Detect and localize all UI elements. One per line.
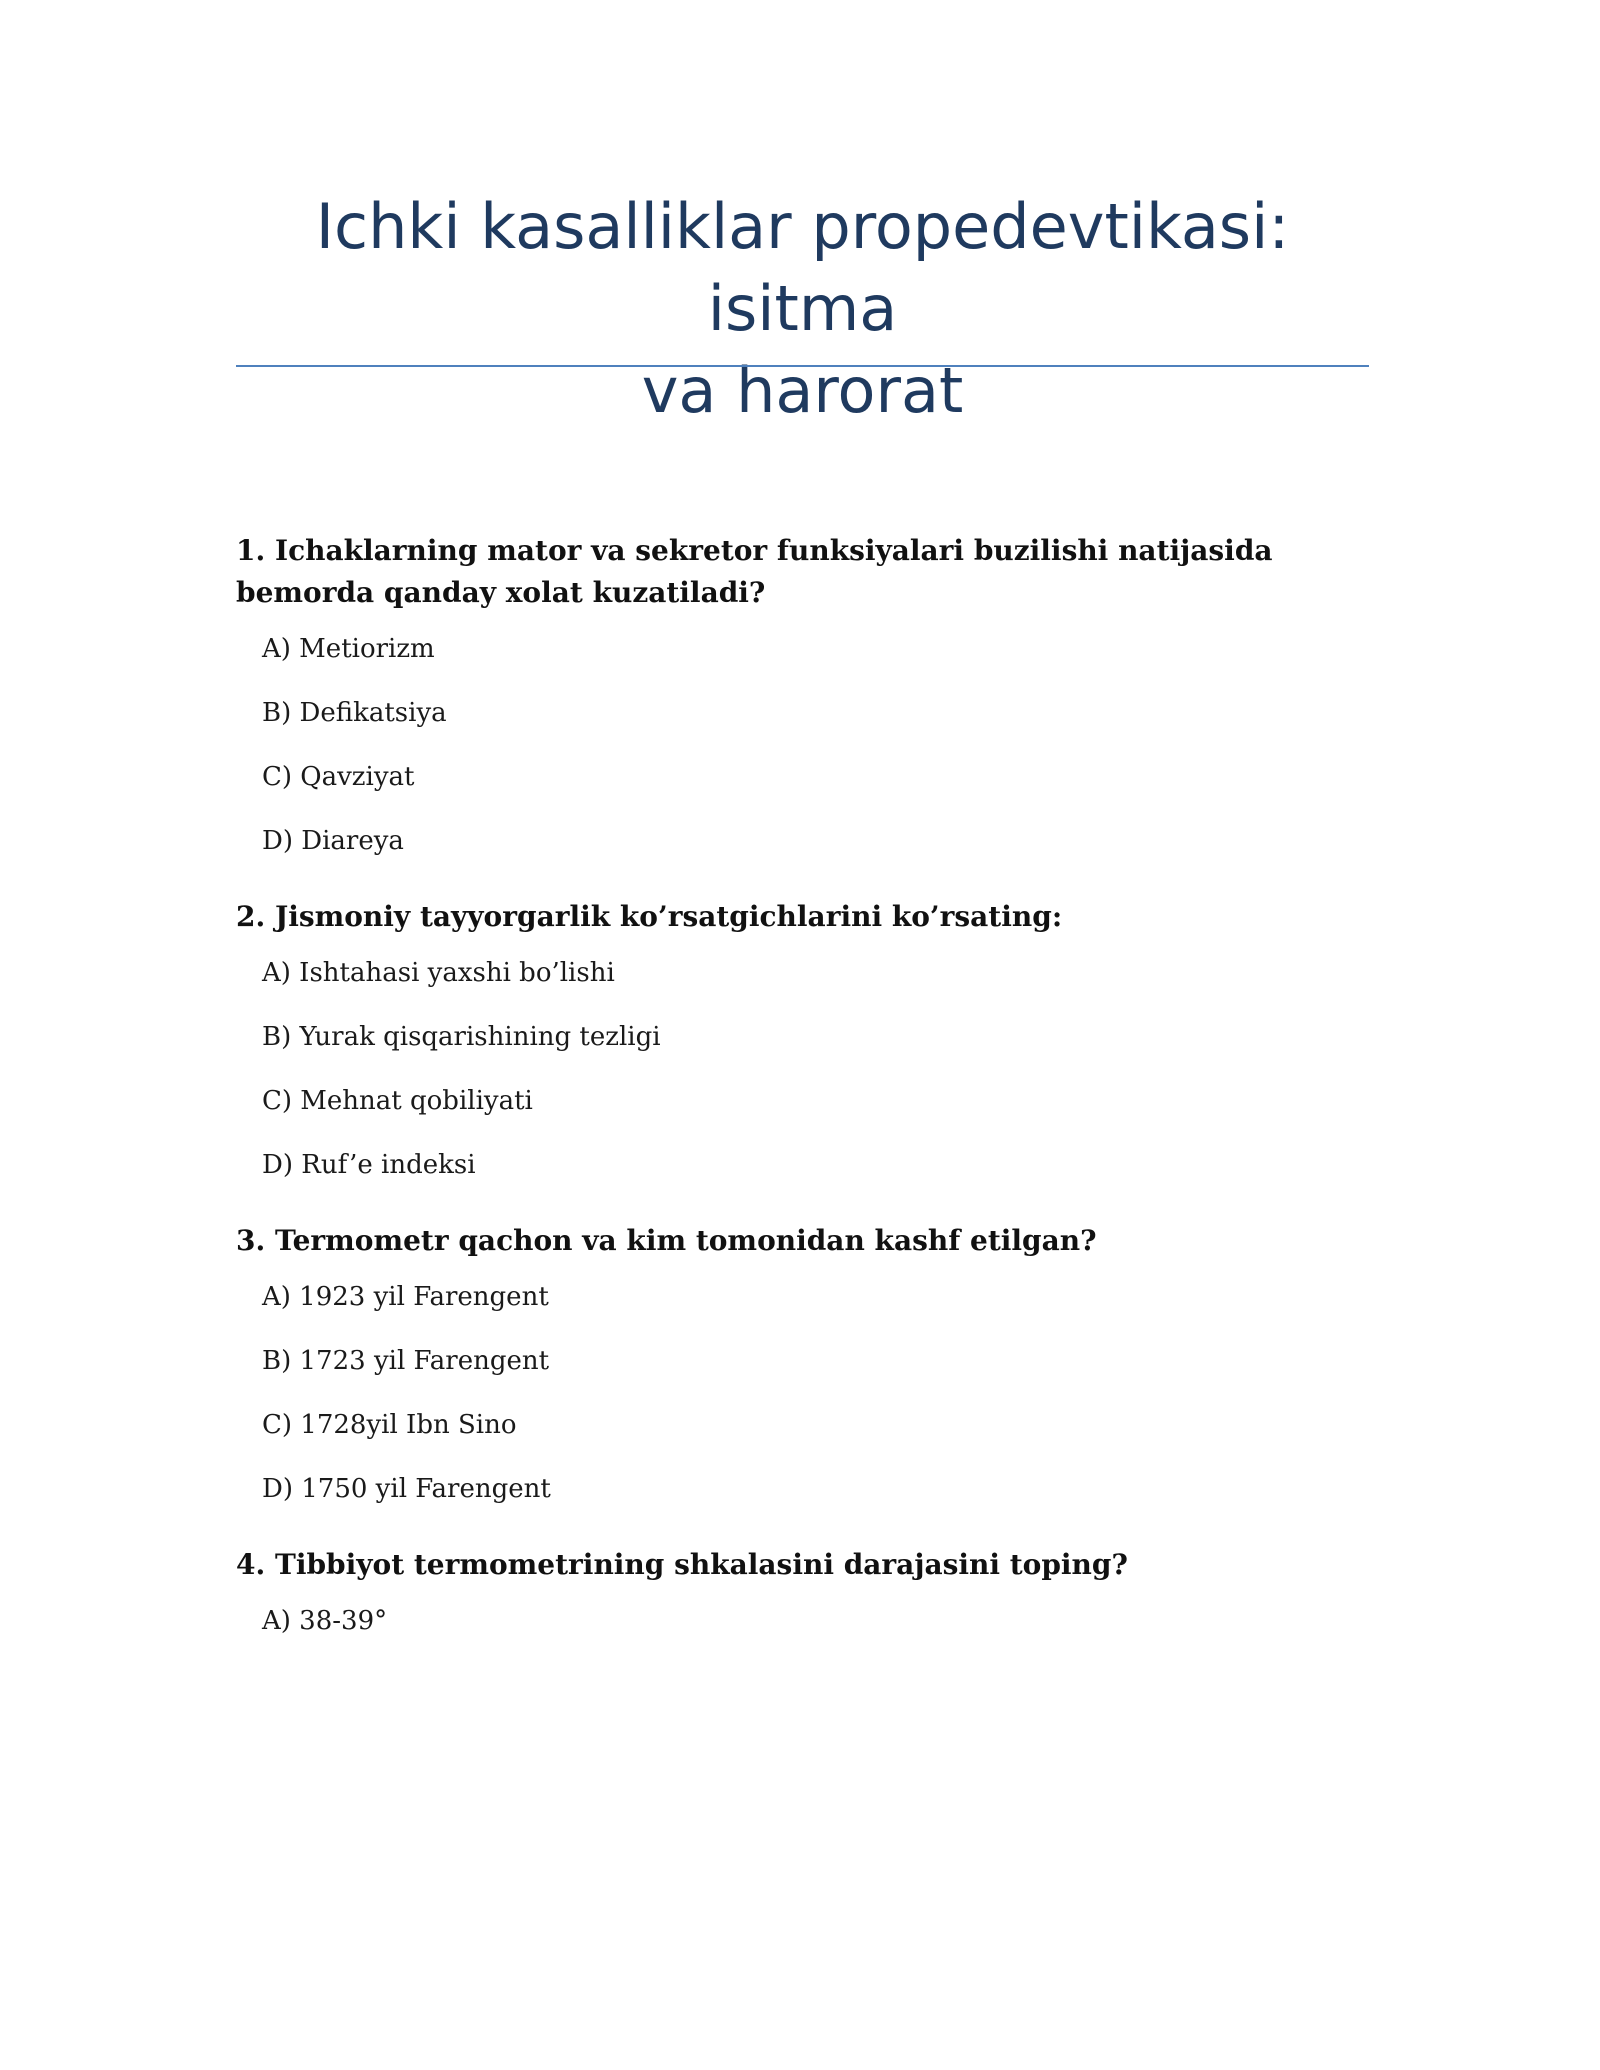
question-text: 2. Jismoniy tayyorgarlik ko’rsatgichlarini ko’rsating: [236,900,1063,933]
question-text: 4. Tibbiyot termometrining shkalasini darajasini toping? [236,1548,1128,1581]
option-c: C) Mehnat qobiliyati [262,1086,533,1116]
document-title [236,186,1369,432]
option-list [236,632,1369,858]
option-list [236,1280,1369,1506]
question-text: 3. Termometr qachon va kim tomonidan kashf etilgan? [236,1224,1097,1257]
option-c: C) Qavziyat [262,762,415,792]
title-line-1: Ichki kasalliklar propedevtikasi: isitma [315,190,1290,345]
option-a: A) 1923 yil Farengent [262,1282,549,1312]
option-a: A) Metiorizm [262,634,435,664]
title-divider [236,365,1369,367]
option-a: A) 38-39° [262,1606,388,1636]
option-b: B) Yurak qisqarishining tezligi [262,1022,661,1052]
question-1 [236,530,1369,858]
question-list [236,530,1369,1676]
title-line-2: va harorat [641,354,964,427]
option-d: D) Ruf’e indeksi [262,1150,476,1180]
option-b: B) 1723 yil Farengent [262,1346,550,1376]
option-list [236,1604,1369,1638]
option-d: D) Diareya [262,826,404,856]
option-a: A) Ishtahasi yaxshi bo’lishi [262,958,615,988]
option-list [236,956,1369,1182]
question-text: 1. Ichaklarning mator va sekretor funksiyalari buzilishi natijasida bemorda qanday xolat kuzatiladi? [236,534,1273,609]
question-2 [236,896,1369,1182]
question-3 [236,1220,1369,1506]
option-d: D) 1750 yil Farengent [262,1474,551,1504]
option-c: C) 1728yil Ibn Sino [262,1410,517,1440]
option-b: B) Defikatsiya [262,698,447,728]
question-4 [236,1544,1369,1638]
